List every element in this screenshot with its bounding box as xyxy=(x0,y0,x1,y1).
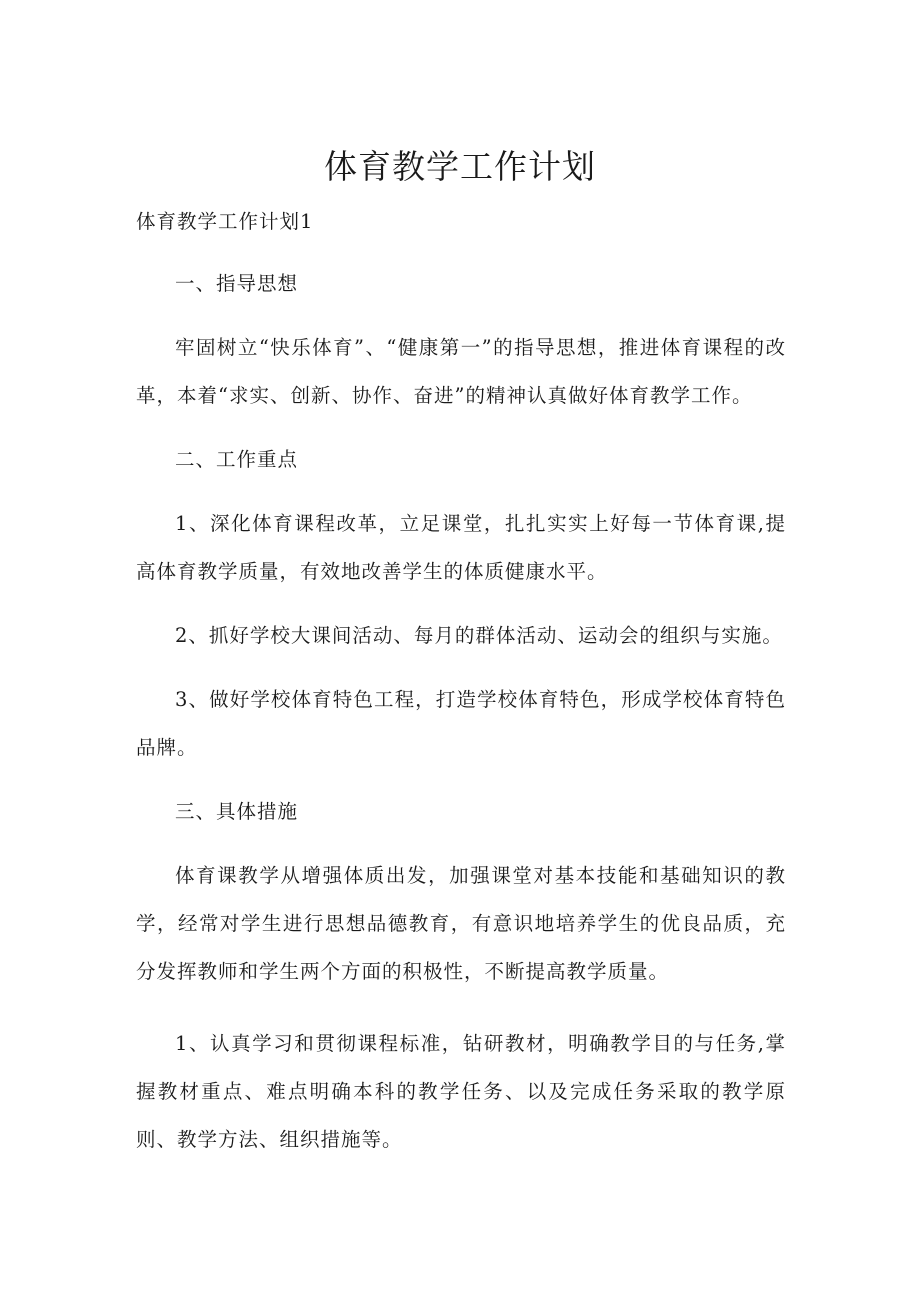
section-heading-specific-measures: 三、具体措施 xyxy=(175,800,299,823)
list-item-specific-measures-1: 1、认真学习和贯彻课程标准，钻研教材，明确教学目的与任务,掌握教材重点、难点明确本科的教学任务、以及完成任务采取的教学原则、教学方法、组织措施等。 xyxy=(136,1032,786,1151)
list-item-work-focus-3: 3、做好学校体育特色工程，打造学校体育特色，形成学校体育特色品牌。 xyxy=(136,688,786,759)
document-subtitle: 体育教学工作计划1 xyxy=(136,210,314,233)
section-heading-guiding-ideology: 一、指导思想 xyxy=(175,272,299,295)
section-heading-work-focus: 二、工作重点 xyxy=(175,448,299,471)
document-title: 体育教学工作计划 xyxy=(324,147,596,186)
list-item-work-focus-1: 1、深化体育课程改革，立足课堂，扎扎实实上好每一节体育课,提高体育教学质量，有效地改善学生的体质健康水平。 xyxy=(136,512,786,583)
paragraph-guiding-ideology: 牢固树立“快乐体育”、“健康第一”的指导思想，推进体育课程的改革，本着“求实、创新、协作、奋进”的精神认真做好体育教学工作。 xyxy=(136,336,786,407)
list-item-work-focus-2: 2、抓好学校大课间活动、每月的群体活动、运动会的组织与实施。 xyxy=(175,624,783,647)
paragraph-specific-measures: 体育课教学从增强体质出发，加强课堂对基本技能和基础知识的教学，经常对学生进行思想品德教育，有意识地培养学生的优良品质，充分发挥教师和学生两个方面的积极性，不断提高教学质量。 xyxy=(136,864,786,983)
